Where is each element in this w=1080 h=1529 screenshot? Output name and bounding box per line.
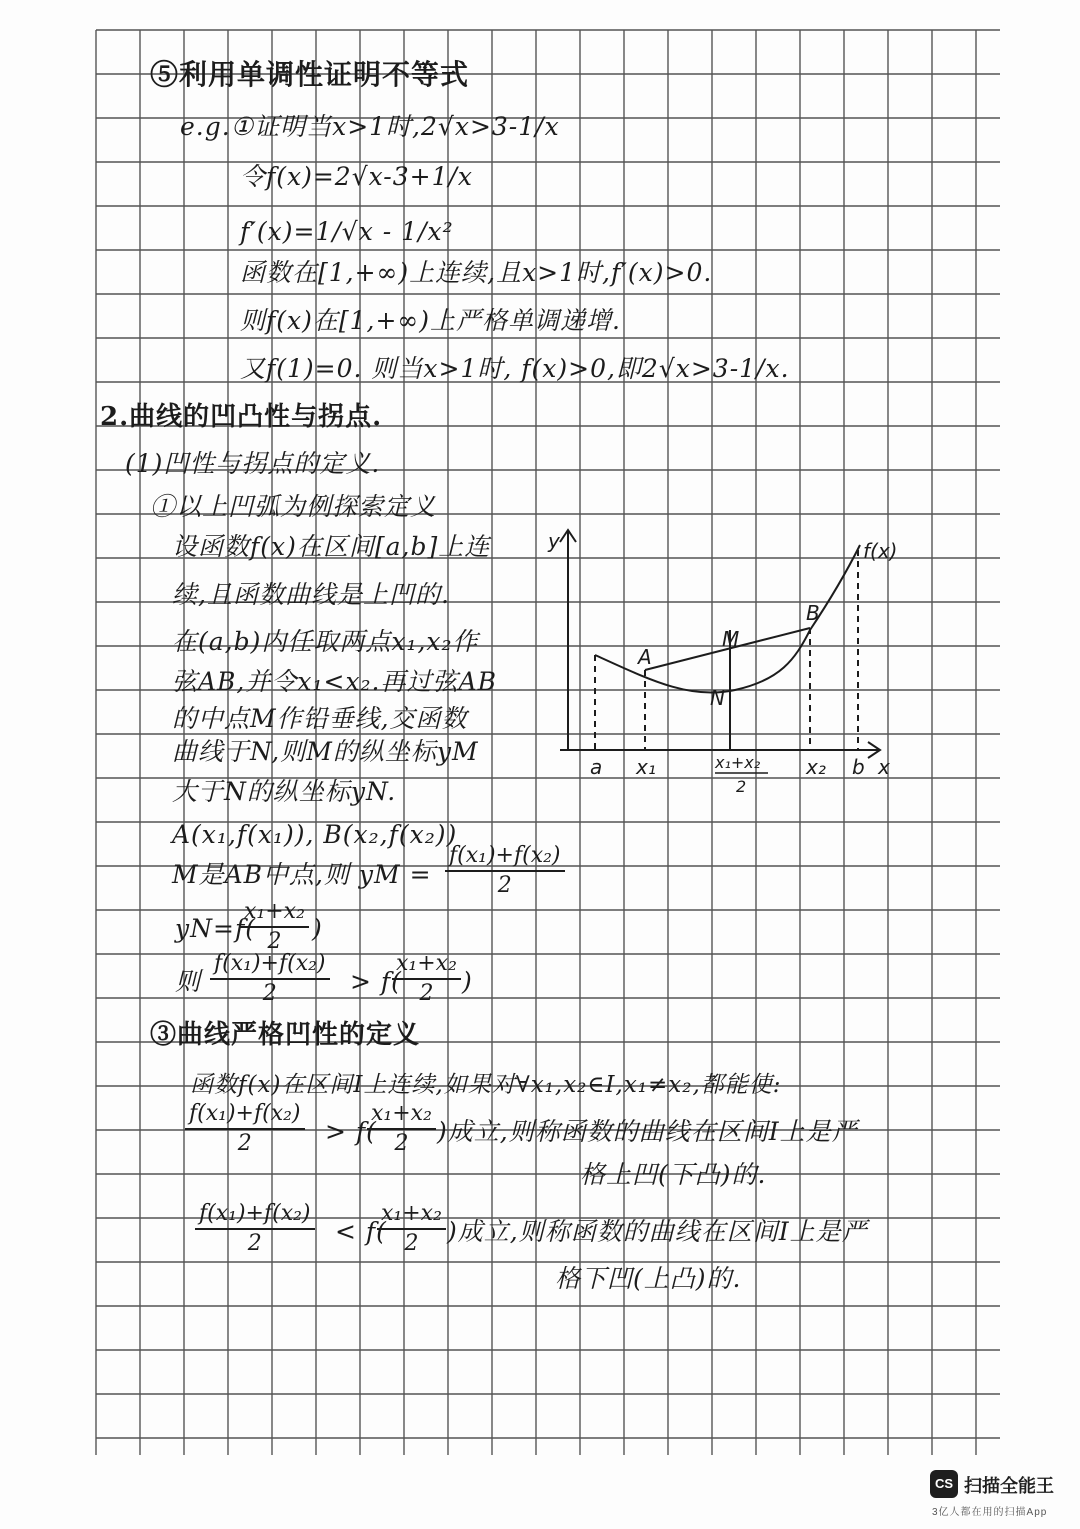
desc-line: 大于N的纵坐标yN. [172,777,397,806]
monotone-statement: 则f(x)在[1,+∞)上严格单调递增. [240,306,621,335]
definition-line: 函数f(x)在区间I上连续,如果对∀x₁,x₂∈I,x₁≠x₂,都能使: [190,1072,782,1098]
yn-suffix: ) [312,914,323,943]
fraction-numerator: x₁+x₂ [392,950,461,980]
tick-x1-label: x₁ [636,755,656,779]
concavity-diagram [540,520,910,800]
fraction-numerator: x₁+x₂ [377,1200,446,1230]
fraction-denominator: 2 [247,1231,262,1256]
function-curve [595,545,860,693]
desc-line: 的中点M作铅垂线,交函数 [172,704,468,733]
fraction-numerator: f(x₁)+f(x₂) [445,842,565,872]
point-b-label: B [806,601,820,625]
fraction-denominator: 2 [237,1131,252,1156]
upper-concave-text-2: 格上凹(下凸)的. [580,1160,767,1189]
conclusion-statement: 又f(1)=0. 则当x>1时, f(x)>0,即2√x>3-1/x. [240,354,790,383]
desc-line: 在(a,b)内任取两点x₁,x₂作 [172,627,479,656]
desc-line: 弦AB,并令x₁<x₂.再过弦AB [172,667,497,696]
fraction-denominator: 2 [497,873,512,898]
upper-concave-middle: > f( [325,1117,377,1146]
desc-line: 续,且函数曲线是上凹的. [172,580,450,609]
fraction-denominator: 2 [262,981,277,1006]
tick-a-label: a [590,755,603,779]
lower-concave-middle: < f( [335,1217,387,1246]
let-function: 令f(x)=2√x-3+1/x [240,162,474,191]
fraction-denominator: 2 [394,1131,409,1156]
watermark-tagline: 3亿人都在用的扫描App [932,1507,1048,1518]
lower-concave-lhs [195,1200,315,1258]
continuity-statement: 函数在[1,+∞)上连续,且x>1时,f′(x)>0. [240,258,713,287]
point-n-label: N [710,686,725,710]
section-2-heading: 2.曲线的凹凸性与拐点. [100,402,383,432]
derivative: f′(x)=1/√x - 1/x² [240,217,454,246]
lower-concave-text: )成立,则称函数的曲线在区间I上是严 [447,1217,868,1246]
tick-mid-numerator: x₁+x₂ [715,753,761,772]
inequality-middle: > f( [350,967,402,996]
fraction-numerator: x₁+x₂ [240,898,309,928]
point-a-label: A [638,645,652,669]
tick-x2-label: x₂ [806,755,826,779]
inequality-prefix: 则 [175,967,202,996]
upper-concave-text: )成立,则称函数的曲线在区间I上是严 [437,1117,858,1146]
inequality-lhs [210,950,330,1008]
desc-line: 设函数f(x)在区间[a,b]上连 [172,532,491,561]
fraction-numerator: f(x₁)+f(x₂) [185,1100,305,1130]
y-axis-label: y [548,529,560,553]
upper-concave-rhs [367,1100,436,1158]
scanner-watermark [930,1470,1070,1520]
point-m-label: M [722,627,740,651]
yn-prefix: yN=f( [175,914,256,943]
inequality-suffix: ) [462,967,473,996]
inequality-rhs [392,950,461,1008]
desc-line: 曲线于N,则M的纵坐标yM [172,737,479,766]
watermark-name: 扫描全能王 [964,1476,1054,1496]
fraction-denominator: 2 [404,1231,419,1256]
points-definition: A(x₁,f(x₁)), B(x₂,f(x₂)) [172,820,458,849]
midpoint-m-fraction [445,842,565,900]
lower-concave-text-2: 格下凹(上凸)的. [555,1264,742,1293]
section-5-heading: ⑤利用单调性证明不等式 [150,58,470,91]
curve-label: f(x) [863,539,898,563]
tick-mid-denominator: 2 [736,777,747,796]
fraction-numerator: f(x₁)+f(x₂) [195,1200,315,1230]
subsection-1: (1)凹性与拐点的定义. [125,449,381,478]
tick-b-label: b [852,755,865,779]
yn-fraction [240,898,309,956]
fraction-denominator: 2 [419,981,434,1006]
lower-concave-rhs [377,1200,446,1258]
item-1-title: ①以上凹弧为例探索定义 [150,492,437,521]
example-1: e.g.①证明当x>1时,2√x>3-1/x [180,112,560,141]
section-3-heading: ③曲线严格凹性的定义 [150,1020,421,1050]
x-axis-label: x [878,755,890,779]
upper-concave-lhs [185,1100,305,1158]
midpoint-m-prefix: M是AB中点,则 yM = [172,860,432,889]
cs-logo-icon: CS [930,1470,958,1498]
fraction-denominator: 2 [267,929,282,954]
fraction-numerator: f(x₁)+f(x₂) [210,950,330,980]
fraction-numerator: x₁+x₂ [367,1100,436,1130]
